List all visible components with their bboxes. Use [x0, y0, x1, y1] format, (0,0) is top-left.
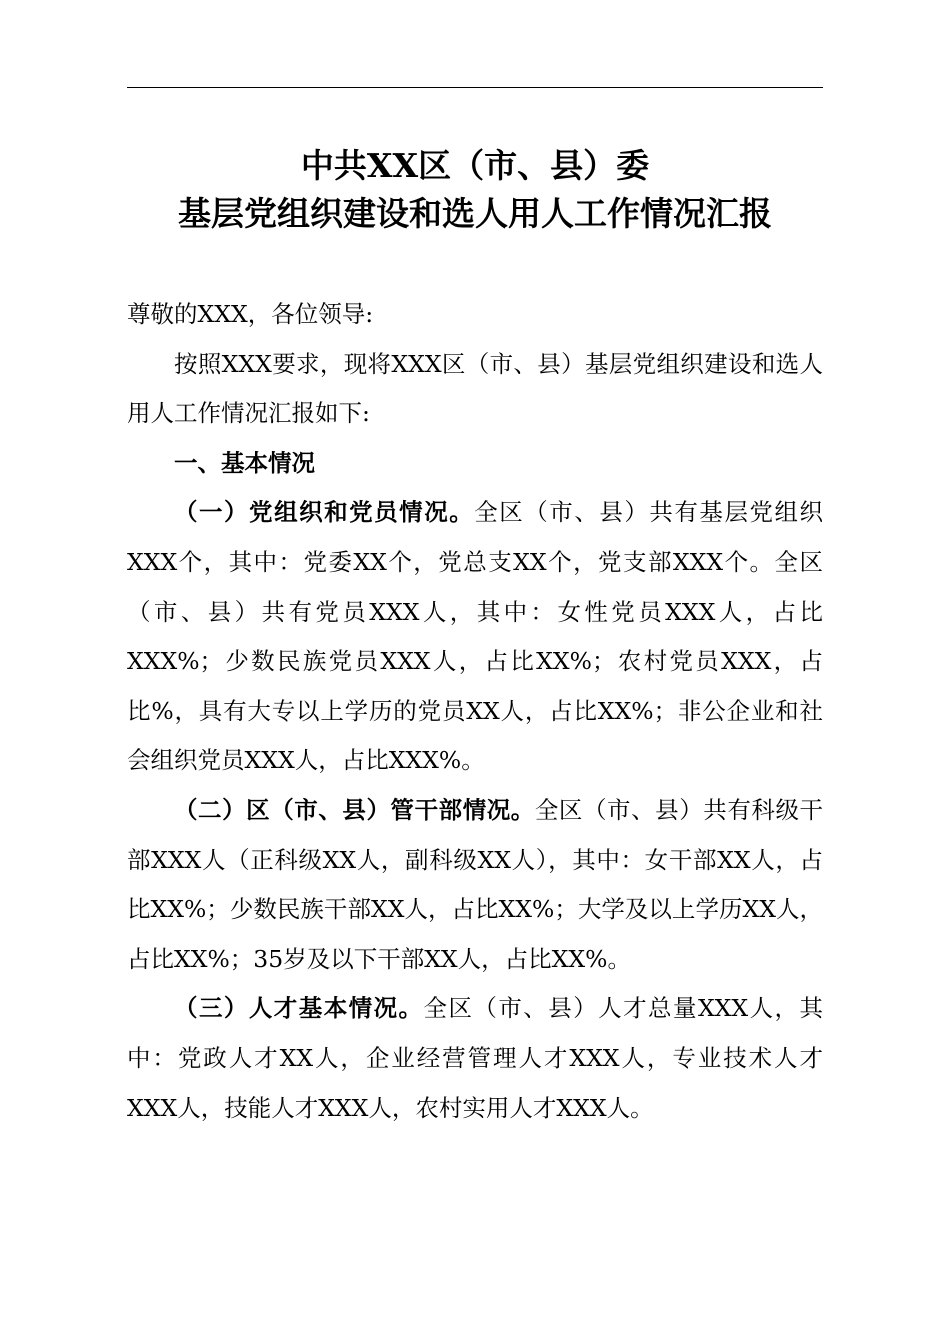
document-body [127, 290, 823, 1133]
salutation: 尊敬的XXX，各位领导: [127, 300, 374, 328]
subheading-cadres: （二）区（市、县）管干部情况。 [174, 795, 535, 824]
paragraph-party-organizations [127, 488, 823, 786]
intro-paragraph: 按照XXX要求，现将XXX区（市、县）基层党组织建设和选人用人工作情况汇报如下: [127, 349, 823, 428]
paragraph-party-organizations-text: 全区（市、县）共有基层党组织XXX个，其中：党委XX个，党总支XX个，党支部XXX个。全区（市、县）共有党员XXX人，其中：女性党员XXX人，占比XXX%；少数民族党员XXX人，占比XX%；农村党员XXX，占比%，具有大专以上学历的党员XX人，占比XX%；非公企业和社会组织党员XXX人，占比XXX%。 [127, 498, 824, 775]
paragraph-cadres-text: 全区（市、县）共有科级干部XXX人（正科级XX人，副科级XX人），其中：女干部XX人，占比XX%；少数民族干部XX人，占比XX%；大学及以上学历XX人，占比XX%；35岁及以下干部XX人，占比XX%。 [127, 795, 824, 973]
header-rule [127, 87, 823, 88]
paragraph-cadres [127, 786, 823, 984]
section-heading-basic-situation: 一、基本情况 [174, 448, 315, 477]
subheading-party-organizations: （一）党组织和党员情况。 [174, 498, 475, 527]
subheading-talent: （三）人才基本情况。 [174, 994, 424, 1023]
paragraph-talent-text: 全区（市、县）人才总量XXX人，其中：党政人才XX人，企业经营管理人才XXX人，专业技术人才XXX人，技能人才XXX人，农村实用人才XXX人。 [127, 994, 823, 1122]
document-title-line1: 中共XX区（市、县）委 [300, 146, 650, 185]
paragraph-talent [127, 984, 823, 1133]
document-title-line2: 基层党组织建设和选人用人工作情况汇报 [178, 194, 772, 233]
